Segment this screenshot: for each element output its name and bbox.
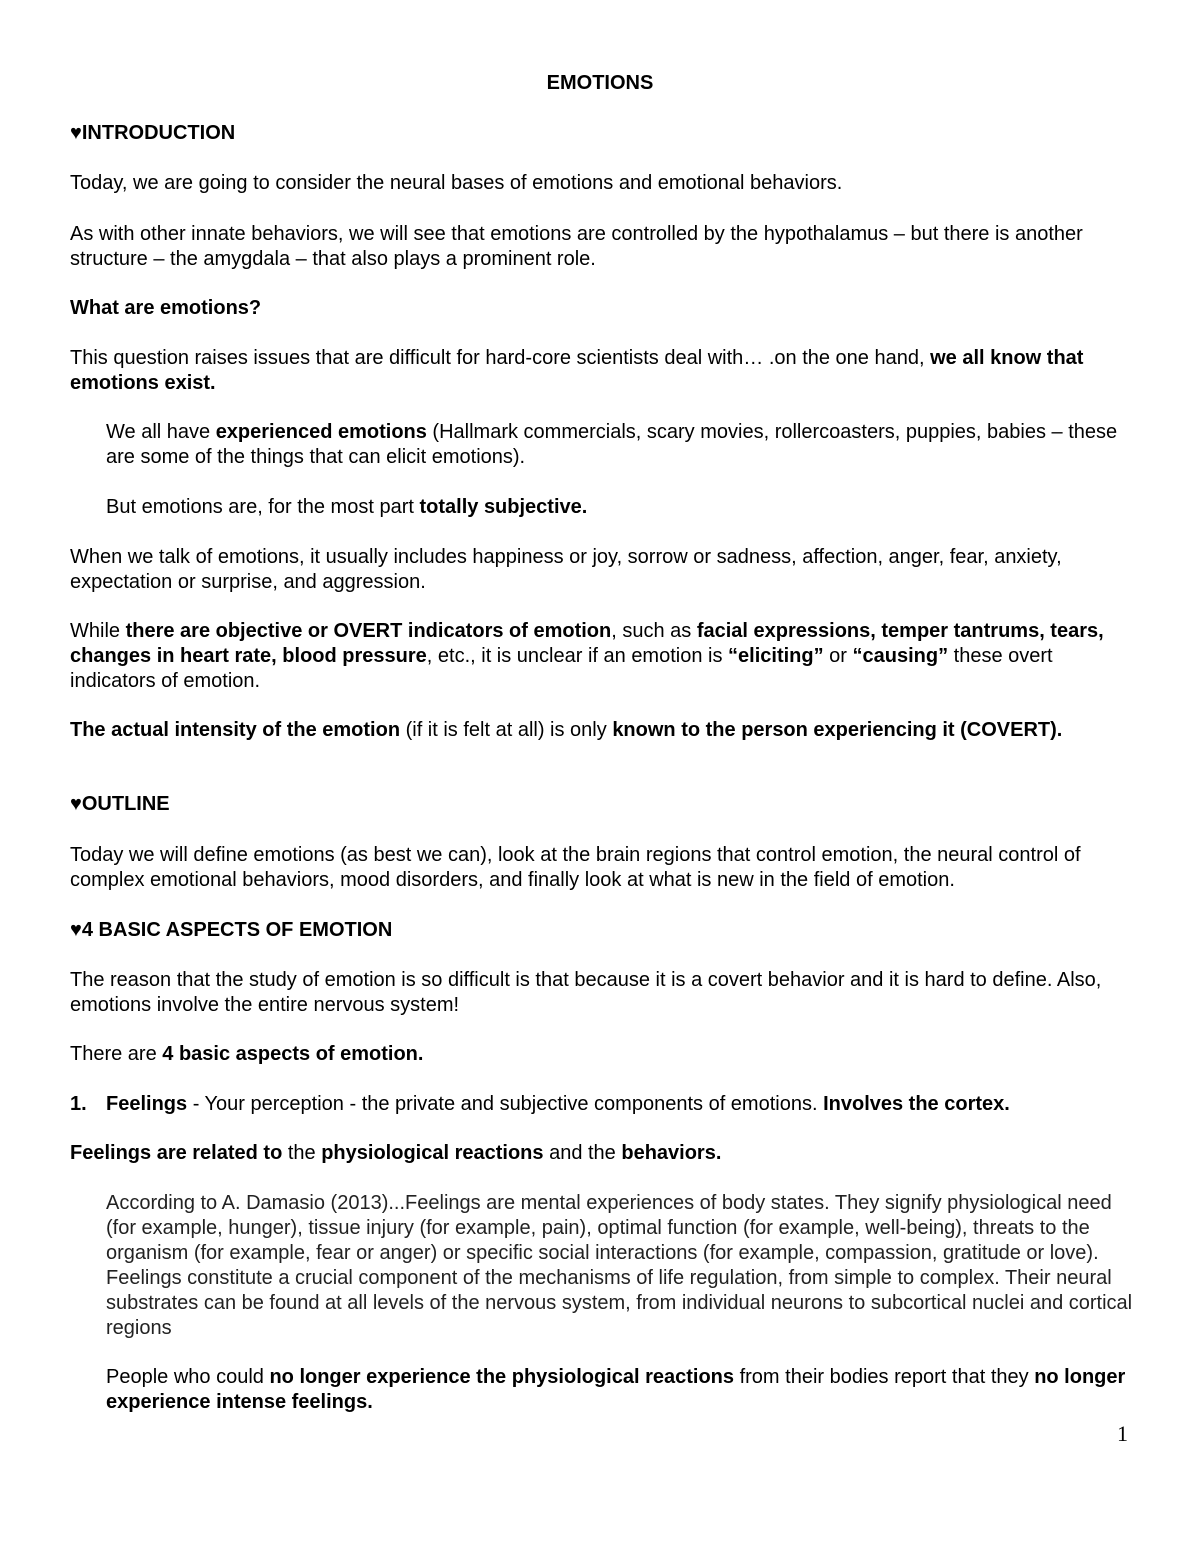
heart-icon: ♥ xyxy=(70,919,82,941)
heart-icon: ♥ xyxy=(70,793,82,815)
section-heading-aspects: ♥4 BASIC ASPECTS OF EMOTION xyxy=(70,919,393,941)
question-heading: What are emotions? xyxy=(70,297,262,319)
list-item-feelings: 1. Feelings - Your perception - the private and subjective components of emotions. Involves the cortex. xyxy=(70,1093,1010,1115)
paragraph-hypothalamus: As with other innate behaviors, we will see that emotions are controlled by the hypothalamus – but there is another structure – the amygdala – that also plays a prominent role. xyxy=(70,223,1083,270)
paragraph-experienced: We all have experienced emotions (Hallmark commercials, scary movies, rollercoasters, puppies, babies – these are some of the things that can elicit emotions). xyxy=(106,421,1118,468)
quote-damasio: According to A. Damasio (2013)...Feelings are mental experiences of body states. They signify physiological need (for example, hunger), tissue injury (for example, pain), optimal function (for example, well-being), threats to the organism (for example, fear or anger) or specific social interactions (for example, compassion, gratitude or love). Feelings constitute a crucial component of the mechanisms of life regulation, from simple to complex. Their neural substrates can be found at all levels of the nervous system, from individual neurons to subcortical nuclei and cortical regions xyxy=(106,1192,1133,1339)
document-title: EMOTIONS xyxy=(546,72,654,94)
paragraph-difficulty: The reason that the study of emotion is so difficult is that because it is a covert behavior and it is hard to define. Also, emotions involve the entire nervous system! xyxy=(70,969,1102,1016)
paragraph-overt: While there are objective or OVERT indicators of emotion, such as facial expressions, temper tantrums, tears, changes in heart rate, blood pressure, etc., it is unclear if an emotion is “eliciting” or “causing” these overt indicators of emotion. xyxy=(70,620,1104,692)
paragraph-subjective: But emotions are, for the most part totally subjective. xyxy=(106,496,588,518)
paragraph-intro: Today, we are going to consider the neural bases of emotions and emotional behaviors. xyxy=(70,172,843,194)
paragraph-covert: The actual intensity of the emotion (if it is felt at all) is only known to the person experiencing it (COVERT). xyxy=(70,719,1063,741)
page-number: 1 xyxy=(1117,1421,1128,1446)
paragraph-outline: Today we will define emotions (as best we can), look at the brain regions that control emotion, the neural control of complex emotional behaviors, mood disorders, and finally look at what is new in the field of emotion. xyxy=(70,844,1081,891)
heart-icon: ♥ xyxy=(70,122,82,144)
paragraph-question: This question raises issues that are difficult for hard-core scientists deal with… .on the one hand, we all know that emotions exist. xyxy=(70,347,1084,394)
section-heading-introduction: ♥INTRODUCTION xyxy=(70,122,236,144)
section-heading-outline: ♥OUTLINE xyxy=(70,793,170,815)
paragraph-physiological: People who could no longer experience the physiological reactions from their bodies report that they no longer experience intense feelings. xyxy=(106,1366,1126,1413)
paragraph-feelings-related: Feelings are related to the physiological reactions and the behaviors. xyxy=(70,1142,722,1164)
paragraph-four-aspects: There are 4 basic aspects of emotion. xyxy=(70,1043,424,1065)
paragraph-list-emotions: When we talk of emotions, it usually includes happiness or joy, sorrow or sadness, affection, anger, fear, anxiety, expectation or surprise, and aggression. xyxy=(70,546,1062,593)
